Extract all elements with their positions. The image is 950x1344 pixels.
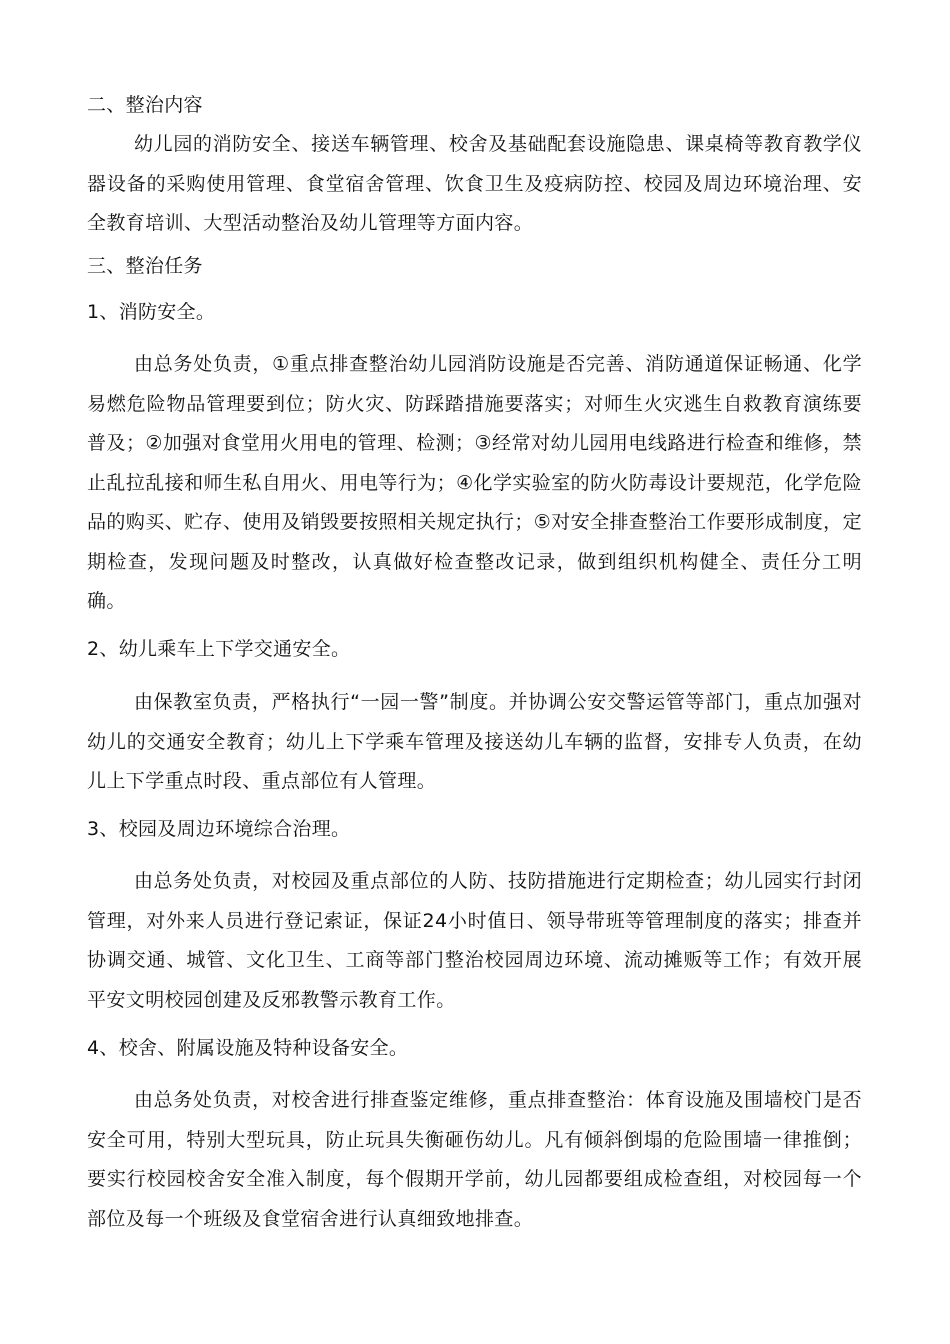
task-4-paragraph: 由总务处负责，对校舍进行排查鉴定维修，重点排查整治：体育设施及围墙校门是否安全可用，特别大型玩具，防止玩具失衡砸伤幼儿。凡有倾斜倒塌的危险围墙一律推倒；要实行校园校舍安全准入制度，每个假期开学前，幼儿园都要组成检查组，对校园每一个部位及每一个班级及食堂宿舍进行认真细致地排查。 (87, 1089, 862, 1230)
section-heading-content: 二、整治内容 (87, 94, 203, 116)
task-3-paragraph: 由总务处负责，对校园及重点部位的人防、技防措施进行定期检查；幼儿园实行封闭管理，对外来人员进行登记索证，保证24小时值日、领导带班等管理制度的落实；排查并协调交通、城管、文化卫生、工商等部门整治校园周边环境、流动摊贩等工作；有效开展平安文明校园创建及反邪教警示教育工作。 (87, 870, 862, 1011)
section-heading-tasks: 三、整治任务 (87, 255, 203, 277)
task-4-heading: 4、校舍、附属设施及特种设备安全。 (87, 1037, 409, 1059)
task-2-heading: 2、幼儿乘车上下学交通安全。 (87, 638, 351, 660)
task-2-paragraph: 由保教室负责，严格执行“一园一警”制度。并协调公安交警运管等部门，重点加强对幼儿的交通安全教育；幼儿上下学乘车管理及接送幼儿车辆的监督，安排专人负责，在幼儿上下学重点时段、重点部位有人管理。 (87, 691, 862, 792)
section-content-paragraph: 幼儿园的消防安全、接送车辆管理、校舍及基础配套设施隐患、课桌椅等教育教学仪器设备的采购使用管理、食堂宿舍管理、饮食卫生及疫病防控、校园及周边环境治理、安全教育培训、大型活动整治及幼儿管理等方面内容。 (87, 133, 862, 234)
task-3-heading: 3、校园及周边环境综合治理。 (87, 818, 351, 840)
task-1-paragraph: 由总务处负责，①重点排查整治幼儿园消防设施是否完善、消防通道保证畅通、化学易燃危险物品管理要到位；防火灾、防踩踏措施要落实；对师生火灾逃生自救教育演练要普及；②加强对食堂用火用电的管理、检测；③经常对幼儿园用电线路进行检查和维修，禁止乱拉乱接和师生私自用火、用电等行为；④化学实验室的防火防毒设计要规范，化学危险品的购买、贮存、使用及销毁要按照相关规定执行；⑤对安全排查整治工作要形成制度，定期检查，发现问题及时整改，认真做好检查整改记录，做到组织机构健全、责任分工明确。 (87, 353, 862, 612)
task-1-heading: 1、消防安全。 (87, 301, 216, 323)
